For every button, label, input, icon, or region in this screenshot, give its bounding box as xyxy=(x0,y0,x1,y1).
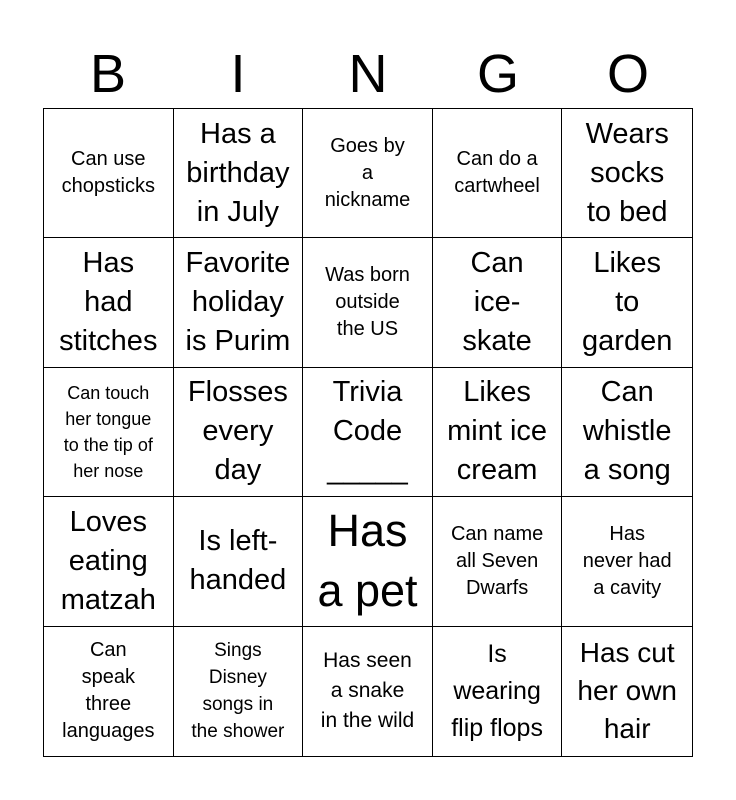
cell-text: Has a birthday in July xyxy=(186,117,290,228)
cell-text: Has never had a cavity xyxy=(582,522,672,599)
cell-text: Can speak three languages xyxy=(62,639,155,743)
bingo-cell[interactable] xyxy=(562,627,692,756)
cell-text: Likes to garden xyxy=(582,247,673,358)
cell-text: Has cut her own hair xyxy=(577,637,677,745)
cell-text: Can touch her tongue to the tip of her nose xyxy=(63,382,153,481)
cell-text: Sings Disney songs in the shower xyxy=(191,640,285,743)
header-letter-i: I xyxy=(230,44,246,104)
cell-text: Loves eating matzah xyxy=(60,505,156,616)
cell-text: Is wearing flip flops xyxy=(451,639,543,742)
bingo-cell[interactable] xyxy=(44,368,174,497)
bingo-cell[interactable] xyxy=(174,109,304,238)
bingo-cell[interactable] xyxy=(433,627,563,756)
header-letter-o: O xyxy=(606,44,649,104)
header-letter-n: N xyxy=(348,44,388,104)
cell-text: Was born outside the US xyxy=(325,264,410,341)
bingo-cell[interactable] xyxy=(562,238,692,367)
bingo-cell[interactable] xyxy=(433,497,563,626)
cell-text: Trivia Code _____ xyxy=(327,376,408,487)
cell-text: Is left- handed xyxy=(189,525,287,597)
cell-text: Likes mint ice cream xyxy=(447,376,548,487)
cell-text: Has seen a snake in the wild xyxy=(320,649,415,733)
cell-text: Can whistle a song xyxy=(582,376,672,487)
bingo-cell[interactable] xyxy=(433,109,563,238)
bingo-cell[interactable] xyxy=(562,497,692,626)
cell-text: Can ice- skate xyxy=(462,247,532,358)
bingo-cell[interactable] xyxy=(433,238,563,367)
bingo-cell[interactable] xyxy=(174,368,304,497)
bingo-cell[interactable] xyxy=(562,109,692,238)
bingo-cell[interactable] xyxy=(174,238,304,367)
bingo-cell[interactable] xyxy=(44,238,174,367)
bingo-cell[interactable] xyxy=(174,497,304,626)
bingo-cell-free[interactable] xyxy=(303,368,433,497)
bingo-cell[interactable] xyxy=(433,368,563,497)
bingo-header xyxy=(43,40,693,108)
cell-text: Can use chopsticks xyxy=(61,148,155,198)
bingo-cell[interactable] xyxy=(174,627,304,756)
bingo-cell[interactable] xyxy=(303,497,433,626)
cell-text: Wears socks to bed xyxy=(585,117,669,228)
bingo-card-grid xyxy=(43,108,693,757)
bingo-cell[interactable] xyxy=(562,368,692,497)
bingo-cell[interactable] xyxy=(44,497,174,626)
header-letter-b: B xyxy=(89,44,127,104)
bingo-cell[interactable] xyxy=(303,627,433,756)
bingo-cell[interactable] xyxy=(44,627,174,756)
cell-text: Flosses every day xyxy=(187,376,288,487)
bingo-cell[interactable] xyxy=(44,109,174,238)
cell-text: Favorite holiday is Purim xyxy=(185,247,291,358)
cell-text: Can do a cartwheel xyxy=(454,148,540,198)
header-letter-g: G xyxy=(476,44,519,104)
cell-text: Can name all Seven Dwarfs xyxy=(450,522,544,599)
cell-text: Has had stitches xyxy=(59,247,158,358)
bingo-cell[interactable] xyxy=(303,109,433,238)
cell-text: Has a pet xyxy=(317,505,418,617)
bingo-cell[interactable] xyxy=(303,238,433,367)
cell-text: Goes by a nickname xyxy=(324,134,411,211)
